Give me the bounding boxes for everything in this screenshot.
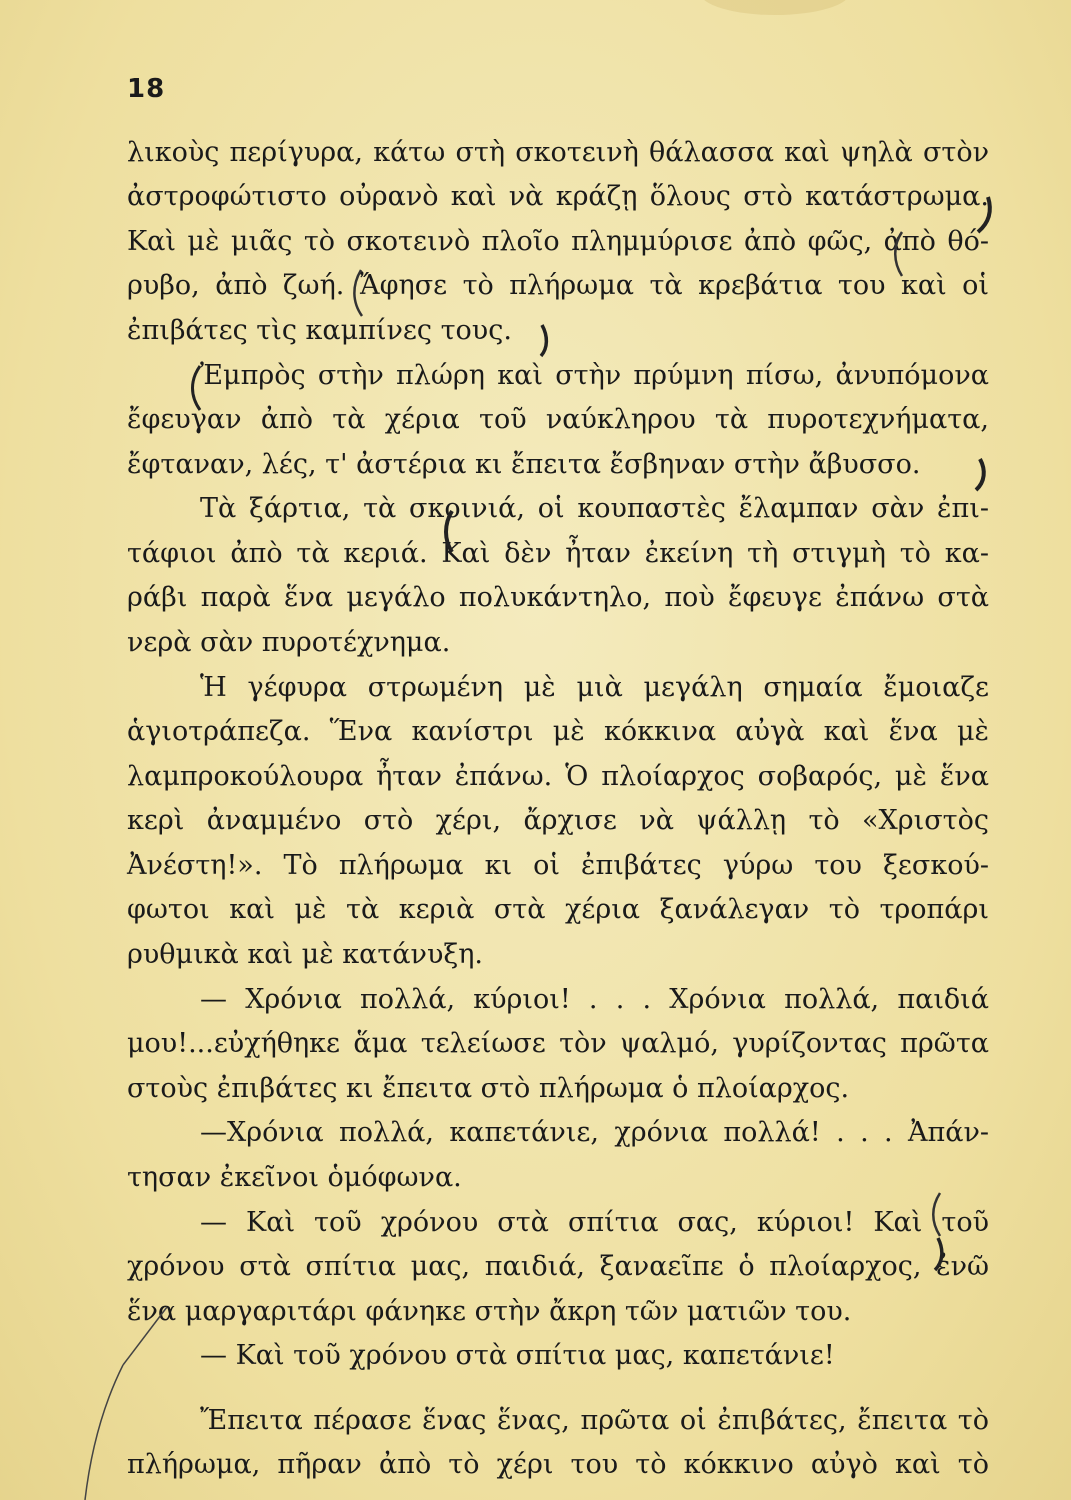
text-line: — Χρόνια πολλά, κύριοι! . . . Χρόνια πολλά, παιδιά	[200, 984, 989, 1015]
text-line: ἀστροφώτιστο οὐρανὸ καὶ νὰ κράζῃ ὅλους στὸ κατάστρωμα.	[127, 181, 989, 212]
text-line: —Χρόνια πολλά, καπετάνιε, χρόνια πολλά! . . . Ἀπάν-	[200, 1117, 989, 1148]
text-line: ἐπιβάτες τὶς καμπίνες τους.	[127, 315, 512, 346]
text-line: ρυθμικὰ καὶ μὲ κατάνυξη.	[127, 939, 483, 970]
text-line: ἔφευγαν ἀπὸ τὰ χέρια τοῦ ναύκληρου τὰ πυροτεχνήματα,	[127, 404, 989, 435]
pencil-line	[85, 1365, 123, 1500]
text-line: — Καὶ τοῦ χρόνου στὰ σπίτια σας, κύριοι! Καὶ τοῦ	[200, 1207, 989, 1238]
text-line: πλήρωμα, πῆραν ἀπὸ τὸ χέρι του τὸ κόκκινο αὐγὸ καὶ τὸ	[127, 1449, 989, 1480]
text-line: Ἐμπρὸς στὴν πλώρη καὶ στὴν πρύμνη πίσω, ἀνυπόμονα	[200, 360, 989, 391]
text-line: ἔφταναν, λές, τ' ἀστέρια κι ἔπειτα ἔσβηναν στὴν ἄβυσσο.	[127, 449, 921, 480]
text-line: ρυβο, ἀπὸ ζωή. Ἄφησε τὸ πλήρωμα τὰ κρεβάτια του καὶ οἱ	[127, 270, 989, 301]
text-line: Ἔπειτα πέρασε ἕνας ἕνας, πρῶτα οἱ ἐπιβάτες, ἔπειτα τὸ	[200, 1405, 989, 1436]
text-line: ράβι παρὰ ἕνα μεγάλο πολυκάντηλο, ποὺ ἔφευγε ἐπάνω στὰ	[127, 582, 989, 613]
text-line: τάφιοι ἀπὸ τὰ κεριά. Καὶ δὲν ἦταν ἐκείνη τὴ στιγμὴ τὸ κα-	[127, 538, 989, 569]
paper-stain	[700, 0, 850, 15]
text-line: φωτοι καὶ μὲ τὰ κεριὰ στὰ χέρια ξανάλεγαν τὸ τροπάρι	[127, 894, 989, 925]
text-line: Τὰ ξάρτια, τὰ σκοινιά, οἱ κουπαστὲς ἔλαμπαν σὰν ἐπι-	[200, 493, 989, 524]
text-line: ἁγιοτράπεζα. Ἕνα κανίστρι μὲ κόκκινα αὐγὰ καὶ ἕνα μὲ	[127, 716, 989, 747]
text-line: κερὶ ἀναμμένο στὸ χέρι, ἄρχισε νὰ ψάλλῃ τὸ «Χριστὸς	[127, 805, 989, 836]
page-number: 18	[127, 74, 166, 104]
text-line: ἕνα μαργαριτάρι φάνηκε στὴν ἄκρη τῶν ματιῶν του.	[127, 1296, 852, 1327]
text-line: στοὺς ἐπιβάτες κι ἔπειτα στὸ πλήρωμα ὁ πλοίαρχος.	[127, 1073, 850, 1104]
text-line: — Καὶ τοῦ χρόνου στὰ σπίτια μας, καπετάνιε!	[200, 1340, 835, 1371]
text-line: νερὰ σὰν πυροτέχνημα.	[127, 627, 451, 658]
text-line: χρόνου στὰ σπίτια μας, παιδιά, ξαναεῖπε ὁ πλοίαρχος, ἐνῶ	[127, 1251, 989, 1282]
text-line: μου!...εὐχήθηκε ἅμα τελείωσε τὸν ψαλμό, γυρίζοντας πρῶτα	[127, 1028, 989, 1059]
text-line: λικοὺς περίγυρα, κάτω στὴ σκοτεινὴ θάλασσα καὶ ψηλὰ στὸν	[127, 137, 989, 168]
text-line: Ἡ γέφυρα στρωμένη μὲ μιὰ μεγάλη σημαία ἔμοιαζε	[200, 672, 989, 703]
text-line: Καὶ μὲ μιᾶς τὸ σκοτεινὸ πλοῖο πλημμύρισε ἀπὸ φῶς, ἀπὸ θό-	[127, 226, 989, 257]
text-line: Ἀνέστη!». Τὸ πλήρωμα κι οἱ ἐπιβάτες γύρω του ξεσκού-	[127, 850, 989, 881]
text-line: τησαν ἐκεῖνοι ὁμόφωνα.	[127, 1162, 462, 1193]
text-line: λαμπροκούλουρα ἦταν ἐπάνω. Ὁ πλοίαρχος σοβαρός, μὲ ἕνα	[127, 761, 989, 792]
